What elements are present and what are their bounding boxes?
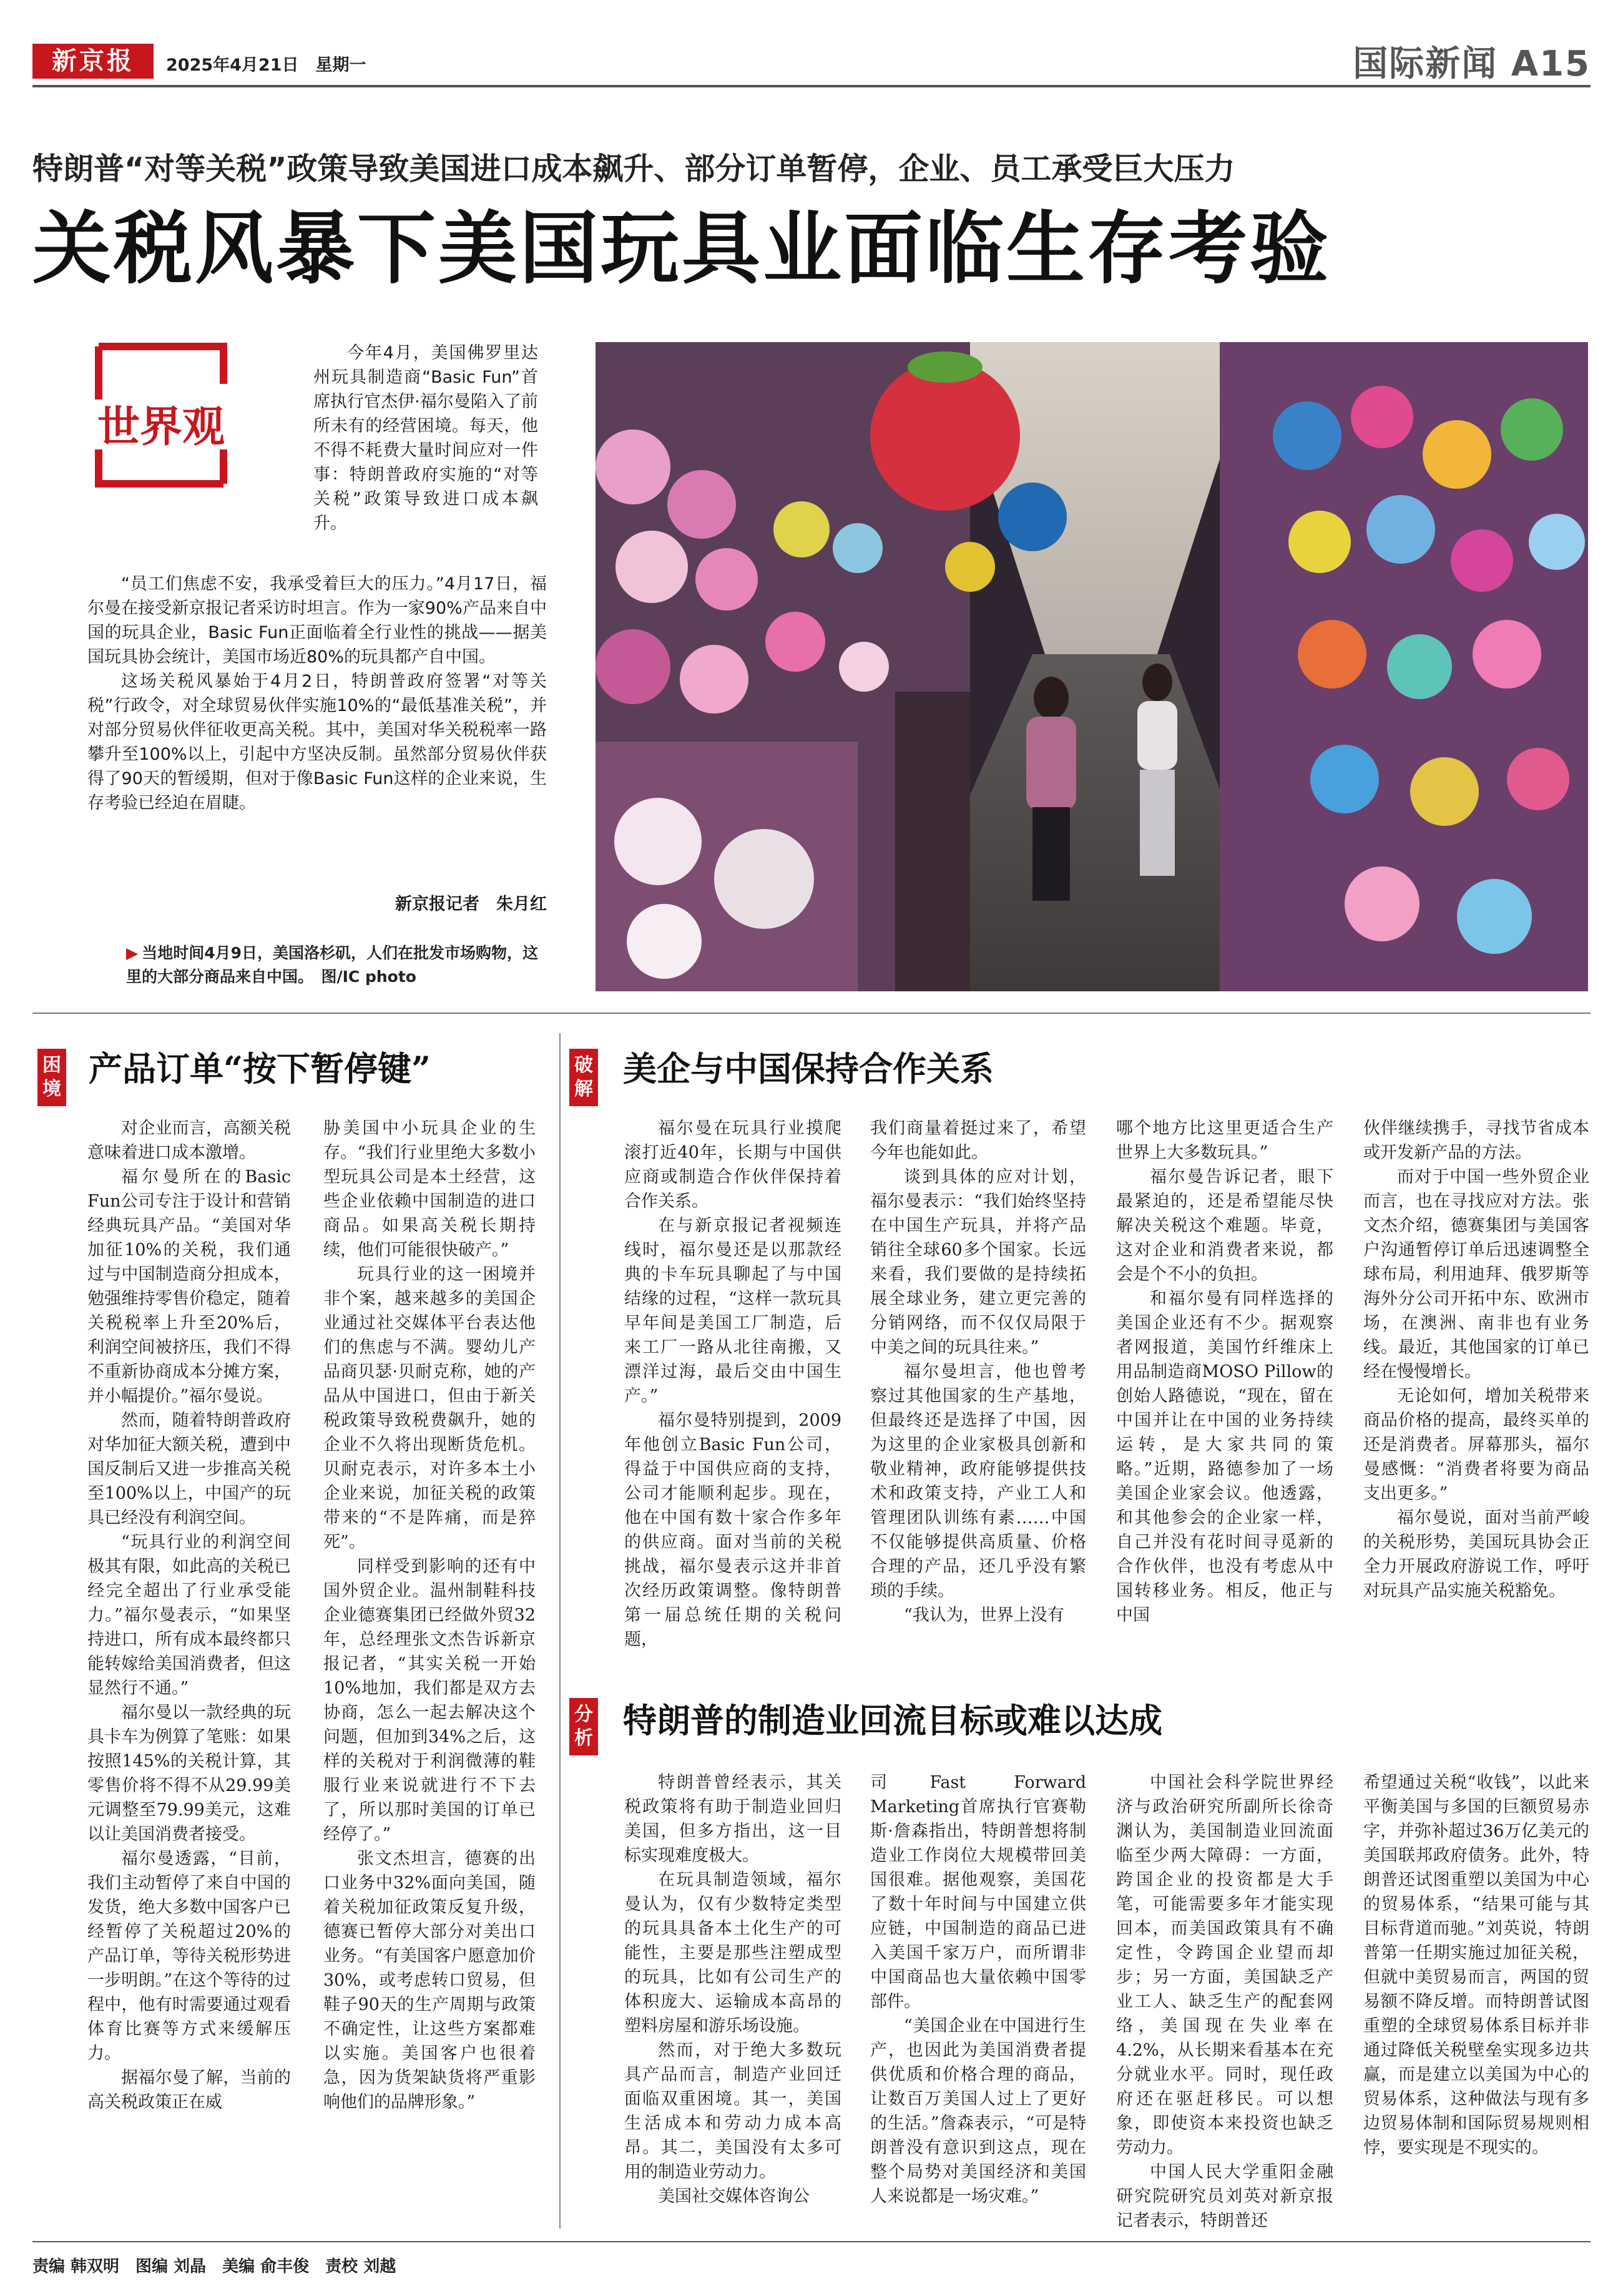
fenxi-column-2: 司Fast Forward Marketing首席执行官赛勒斯·詹森指出，特朗普想将制造业工作岗位大规模带回美国很难。据他观察，美国花了数十年时间与中国建立供应链，中国制造的商品已进入美国千家万户，而所谓非中国商品也大量依赖中国零部件。 “美国企业在中国进行生产，也因此为美国消费者提供优质和价格合理的商品，让数百万美国人过上了更好的生活。”詹森表示，“可是特朗普没有意识到这点，现在整个局势对美国经济和美国人来说都是一场灾难。” bbox=[870, 1773, 1086, 2206]
lead-paragraph-2: “员工们焦虑不安，我承受着巨大的压力。”4月17日，福尔曼在接受新京报记者采访时坦言。作为一家90%产品来自中国的玩具企业，Basic Fun正面临着全行业性的挑战——据美国玩具协会统计，美国市场近80%的玩具都产自中国。 bbox=[87, 574, 547, 667]
subheadline: 特朗普“对等关税”政策导致美国进口成本飙升、部分订单暂停，企业、员工承受巨大压力 bbox=[32, 151, 1235, 187]
kunjing-column-1: 对企业而言，高额关税意味着进口成本激增。 福尔曼所在的Basic Fun公司专注于设计和营销经典玩具产品。“美国对华加征10%的关税，我们通过与中国制造商分担成本，勉强维持零售价稳定，随着关税税率上升至20%后，利润空间被挤压，我们不得不重新协商成本分摊方案，并小幅提价。”福尔曼说。 然而，随着特朗普政府对华加征大额关税，遭到中国反制后又进一步推高关税至100%以上，中国产的玩具已经没有利润空间。 “玩具行业的利润空间极其有限，如此高的关税已经完全超出了行业承受能力。”福尔曼表示，“如果坚持进口，所有成本最终都只能转嫁给美国消费者，但这显然行不通。” 福尔曼以一款经典的玩具卡车为例算了笔账：如果按照145%的关税计算，其零售价将不得不从29.99美元调整至79.99美元，这难以让美国消费者接受。 福尔曼透露，“目前，我们主动暂停了来自中国的发货，绝大多数中国客户已经暂停了关税超过20%的产品订单，等待关税形势进一步明朗。”在这个等待的过程中，他有时需要通过观看体育比赛等方式来缓解压力。 据福尔曼了解，当前的高关税政策正在威 bbox=[87, 1119, 291, 2112]
footer-rule bbox=[32, 2241, 1591, 2242]
lead-body bbox=[87, 572, 547, 815]
column-logo-icon bbox=[80, 340, 242, 496]
issue-date: 2025年4月21日 星期一 bbox=[166, 56, 366, 75]
lead-paragraph-3: 这场关税风暴始于4月2日，特朗普政府签署“对等关税”行政令，对全球贸易伙伴实施10%的“最低基准关税”，并对部分贸易伙伴征收更高关税。其中，美国对华关税税率一路攀升至100%以上，引起中方坚决反制。虽然部分贸易伙伴获得了90天的暂缓期，但对于像Basic Fun这样的企业来说，生存考验已经迫在眉睫。 bbox=[87, 672, 547, 813]
byline: 新京报记者 朱月红 bbox=[395, 895, 547, 914]
fenxi-column-3: 中国社会科学院世界经济与政治研究所副所长徐奇渊认为，美国制造业回流面临至少两大障碍：一方面，跨国企业的投资都是大手笔，可能需要多年才能实现回本，而美国政策具有不确定性，令跨国企业望而却步；另一方面，美国缺乏产业工人、缺乏生产的配套网络，美国现在失业率在4.2%，从长期来看基本在充分就业水平。同时，现任政府还在驱赶移民。可以想象，即使资本来投资也缺乏劳动力。 中国人民大学重阳金融研究院研究员刘英对新京报记者表示，特朗普还 bbox=[1116, 1773, 1333, 2230]
caption-triangle-icon: ▶ bbox=[126, 944, 139, 962]
section-tag-fenxi: 分析 bbox=[569, 1698, 598, 1755]
section-title-kunjing: 产品订单“按下暂停键” bbox=[89, 1049, 431, 1089]
world-view-column-logo bbox=[80, 340, 242, 496]
photo-caption: ▶ 当地时间4月9日，美国洛杉矶，人们在批发市场购物，这里的大部分商品来自中国。 图/IC photo bbox=[126, 944, 539, 986]
newspaper-logo: 新京报 bbox=[32, 44, 154, 79]
section-label: 国际新闻 A15 bbox=[1353, 44, 1591, 84]
fenxi-column-4: 希望通过关税“收钱”，以此来平衡美国与多国的巨额贸易赤字，并弥补超过36万亿美元的美国联邦政府债务。此外，特朗普还试图重塑以美国为中心的贸易体系，“结果可能与其目标背道而驰。”刘英说，特朗普第一任期实施过加征关税，但就中美贸易而言，两国的贸易额不降反增。而特朗普试图重塑的全球贸易体系目标并非通过降低关税壁垒实现多边共赢，而是建立以美国为中心的贸易体系，这种做法与现有多边贸易体制和国际贸易规则相悖，要实现是不现实的。 bbox=[1363, 1773, 1589, 2157]
column-divider bbox=[559, 1033, 561, 2229]
column-logo-text: 世界观 bbox=[97, 403, 225, 452]
section-separator bbox=[32, 1013, 1591, 1014]
pojie-column-3: 哪个地方比这里更适合生产世界上大多数玩具。” 福尔曼告诉记者，眼下最紧迫的，还是希望能尽快解决关税这个难题。毕竟，这对企业和消费者来说，都会是个不小的负担。 和福尔曼有同样选择的美国企业还有不少。据观察者网报道，美国竹纤维床上用品制造商MOSO Pillow的创始人路德说，“现在，留在中国并让在中国的业务持续运转，是大家共同的策略。”近期，路德参加了一场美国企业家会议。他透露，和其他参会的企业家一样，自己并没有花时间寻觅新的合作伙伴，也没有考虑从中国转移业务。相反，他正与中国 bbox=[1116, 1119, 1333, 1625]
section-tag-pojie: 破解 bbox=[569, 1049, 598, 1106]
section-title-fenxi: 特朗普的制造业回流目标或难以达成 bbox=[623, 1700, 1162, 1740]
pojie-column-2: 我们商量着挺过来了，希望今年也能如此。 谈到具体的应对计划，福尔曼表示：“我们始终坚持在中国生产玩具，并将产品销往全球60多个国家。长远来看，我们要做的是持续拓展全球业务，建立更完善的分销网络，而不仅仅局限于中美之间的玩具往来。” 福尔曼坦言，他也曾考察过其他国家的生产基地，但最终还是选择了中国，因为这里的企业家极具创新和敬业精神，政府能够提供技术和政策支持，产业工人和管理团队训练有素……中国不仅能够提供高质量、价格合理的产品，还几乎没有繁琐的手续。 “我认为，世界上没有 bbox=[870, 1119, 1086, 1625]
pojie-column-4: 伙伴继续携手，寻找节省成本或开发新产品的方法。 而对于中国一些外贸企业而言，也在寻找应对方法。张文杰介绍，德赛集团与美国客户沟通暂停订单后迅速调整全球布局，利用迪拜、俄罗斯等海外分公司开拓中东、欧洲市场，在澳洲、南非也有业务线。最近，其他国家的订单已经在慢慢增长。 无论如何，增加关税带来商品价格的提高，最终买单的还是消费者。屏幕那头，福尔曼感慨：“消费者将要为商品支出更多。” 福尔曼说，面对当前严峻的关税形势，美国玩具协会正全力开展政府游说工作，呼吁对玩具产品实施关税豁免。 bbox=[1363, 1119, 1589, 1601]
market-photo bbox=[596, 342, 1588, 991]
section-title-pojie: 美企与中国保持合作关系 bbox=[623, 1049, 994, 1089]
masthead-rule bbox=[32, 85, 1591, 87]
lead-paragraph-1: 今年4月，美国佛罗里达州玩具制造商“Basic Fun”首席执行官杰伊·福尔曼陷入了前所未有的经营困境。每天，他不得不耗费大量时间应对一件事：特朗普政府实施的“对等关税”政策导致进口成本飙升。 bbox=[313, 343, 538, 533]
fenxi-column-1: 特朗普曾经表示，其关税政策将有助于制造业回归美国，但多方指出，这一目标实现难度极大。 在玩具制造领域，福尔曼认为，仅有少数特定类型的玩具具备本土化生产的可能性，主要是那些注塑成型的玩具，比如有公司生产的体积庞大、运输成本高昂的塑料房屋和游乐场设施。 然而，对于绝大多数玩具产品而言，制造产业回迁面临双重困境。其一，美国生活成本和劳动力成本高昂。其二，美国没有太多可用的制造业劳动力。 美国社交媒体咨询公 bbox=[624, 1773, 841, 2206]
headline: 关税风暴下美国玩具业面临生存考验 bbox=[32, 202, 1331, 295]
editor-credits: 责编 韩双明 图编 刘晶 美编 俞丰俊 责校 刘越 bbox=[32, 2257, 396, 2276]
pojie-column-1: 福尔曼在玩具行业摸爬滚打近40年，长期与中国供应商或制造合作伙伴保持着合作关系。 在与新京报记者视频连线时，福尔曼还是以那款经典的卡车玩具聊起了与中国结缘的过程，“这样一款玩具早年间是美国工厂制造，后来工厂一路从北往南搬，又漂洋过海，最后交由中国生产。” 福尔曼特别提到，2009年他创立Basic Fun公司，得益于中国供应商的支持，公司才能顺利起步。现在，他在中国有数十家合作多年的供应商。面对当前的关税挑战，福尔曼表示这并非首次经历政策调整。像特朗普第一届总统任期的关税问题， bbox=[624, 1119, 841, 1649]
kunjing-column-2: 胁美国中小玩具企业的生存。“我们行业里绝大多数小型玩具公司是本土经营，这些企业依赖中国制造的进口商品。如果高关税长期持续，他们可能很快破产。” 玩具行业的这一困境并非个案，越来越多的美国企业通过社交媒体平台表达他们的焦虑与不满。婴幼儿产品商贝瑟·贝耐克称，她的产品从中国进口，但由于新关税政策导致税费飙升，她的企业不久将出现断货危机。贝耐克表示，对许多本土小企业来说，加征关税的政策带来的“不是阵痛，而是猝死”。 同样受到影响的还有中国外贸企业。温州制鞋科技企业德赛集团已经做外贸32年，总经理张文杰告诉新京报记者，“其实关税一开始10%地加，我们都是双方去协商，怎么一起去解决这个问题，但加到34%之后，这样的关税对于利润微薄的鞋服行业来说就进行不下去了，所以那时美国的订单已经停了。” 张文杰坦言，德赛的出口业务中32%面向美国，随着关税加征政策反复升级，德赛已暂停大部分对美出口业务。“有美国客户愿意加价30%，或考虑转口贸易，但鞋子90天的生产周期与政策不确定性，让这些方案都难以实施。美国客户也很着急，因为货架缺货将严重影响他们的品牌形象。” bbox=[323, 1119, 536, 2112]
section-tag-kunjing: 困境 bbox=[37, 1049, 66, 1106]
